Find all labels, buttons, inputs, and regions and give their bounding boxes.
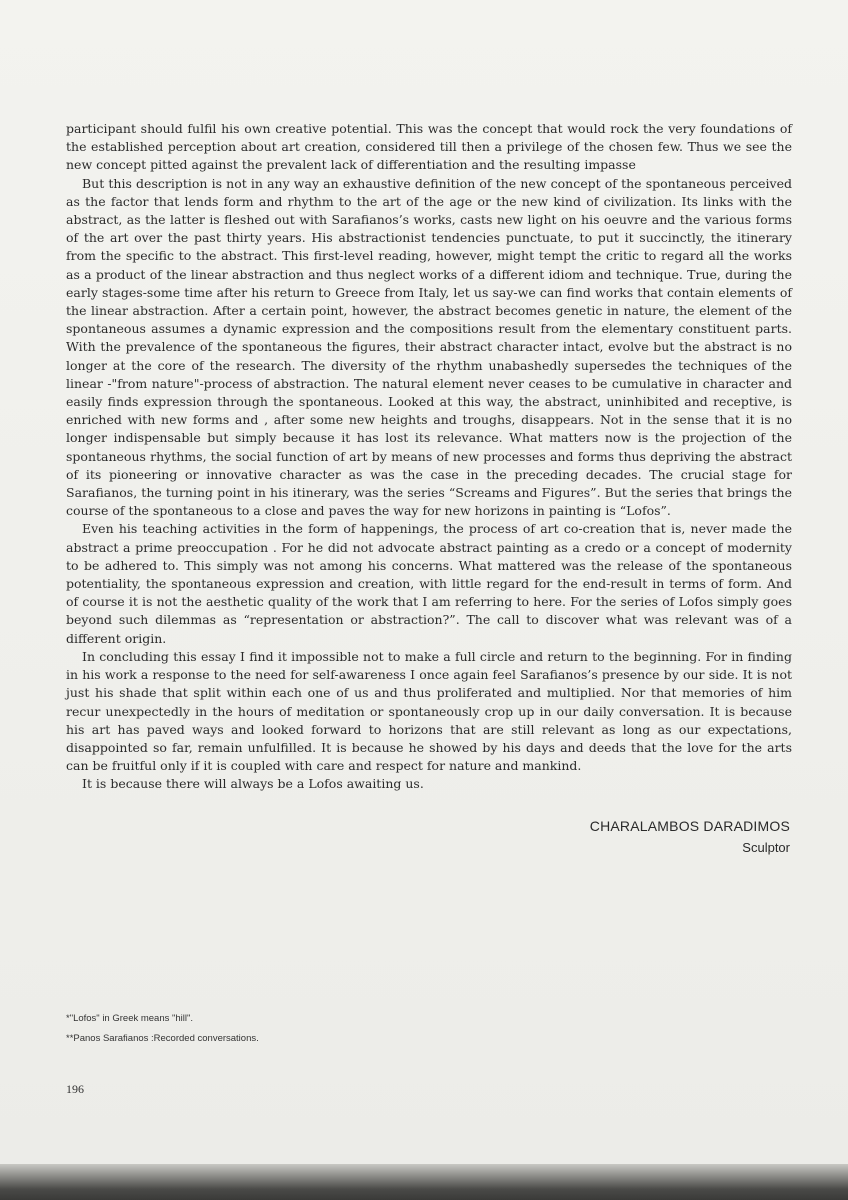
- essay-body: [66, 120, 792, 794]
- paragraph-2: But this description is not in any way an exhaustive definition of the new concept of the spontaneous perceived as the factor that lends form and rhythm to the art of the age or the new kind of civilization. Its links with the abstract, as the latter is fleshed out with Sarafianos’s works, casts new light on his oeuvre and the various forms of the art over the past thirty years. His abstractionist tendencies punctuate, to put it succinctly, the itinerary from the specific to the abstract. This first-level reading, however, might tempt the critic to regard all the works as a product of the linear abstraction and thus neglect works of a different idiom and technique. True, during the early stages-some time after his return to Greece from Italy, let us say-we can find works that contain elements of the linear abstraction. After a certain point, however, the abstract becomes genetic in nature, the element of the spontaneous assumes a dynamic expression and the compositions result from the elementary constituent parts. With the prevalence of the spontaneous the figures, their abstract character intact, evolve but the abstract is no longer at the core of the research. The diversity of the rhythm unabashedly supersedes the techniques of the linear -"from nature"-process of abstraction. The natural element never ceases to be cumulative in character and easily finds expression through the spontaneous. Looked at this way, the abstract, uninhibited and receptive, is enriched with new forms and , after some new heights and troughs, disappears. Not in the sense that it is no longer indispensable but simply because it has lost its relevance. What matters now is the projection of the spontaneous rhythms, the social function of art by means of new processes and forms thus depriving the abstract of its pioneering or innovative character as was the case in the preceding decades. The crucial stage for Sarafianos, the turning point in his itinerary, was the series “Screams and Figures”. But the series that brings the course of the spontaneous to a close and paves the way for new horizons in painting is “Lofos”.: [66, 175, 792, 519]
- scan-edge-shadow: [0, 1164, 848, 1200]
- footnote-2: **Panos Sarafianos :Recorded conversations.: [66, 1033, 259, 1044]
- paragraph-4: In concluding this essay I find it impossible not to make a full circle and return to the beginning. For in finding in his work a response to the need for self-awareness I once again feel Sarafianos’s presence by our side. It is not just his shade that split within each one of us and thus proliferated and multiplied. Nor that memories of him recur unexpectedly in the hours of meditation or spontaneously crop up in our daily conversation. It is because his art has paved ways and looked forward to horizons that are still relevant as long as our expectations, disappointed so far, remain unfulfilled. It is because he showed by his days and deeds that the love for the arts can be fruitful only if it is coupled with care and respect for nature and mankind.: [66, 648, 792, 774]
- author-signature: [590, 815, 790, 859]
- footnote-1: *"Lofos" in Greek means "hill".: [66, 1013, 194, 1024]
- author-role: Sculptor: [742, 840, 790, 855]
- paragraph-3: Even his teaching activities in the form of happenings, the process of art co-creation that is, never made the abstract a prime preoccupation . For he did not advocate abstract painting as a credo or a concept of modernity to be adhered to. This simply was not among his concerns. What mattered was the release of the spontaneous potentiality, the spontaneous expression and creation, with little regard for the end-result in terms of form. And of course it is not the aesthetic quality of the work that I am referring to here. For the series of Lofos simply goes beyond such dilemmas as “representation or abstraction?”. The call to discover what was relevant was of a different origin.: [66, 521, 792, 646]
- page-number: 196: [66, 1082, 84, 1096]
- author-name: CHARALAMBOS DARADIMOS: [589, 818, 790, 834]
- paragraph-5: It is because there will always be a Lofos awaiting us.: [82, 776, 424, 792]
- paragraph-1: participant should fulfil his own creative potential. This was the concept that would rock the very foundations of the established perception about art creation, considered till then a privilege of the chosen few. Thus we see the new concept pitted against the prevalent lack of differentiation and the resulting impasse: [66, 121, 792, 173]
- footnotes: [66, 1009, 259, 1049]
